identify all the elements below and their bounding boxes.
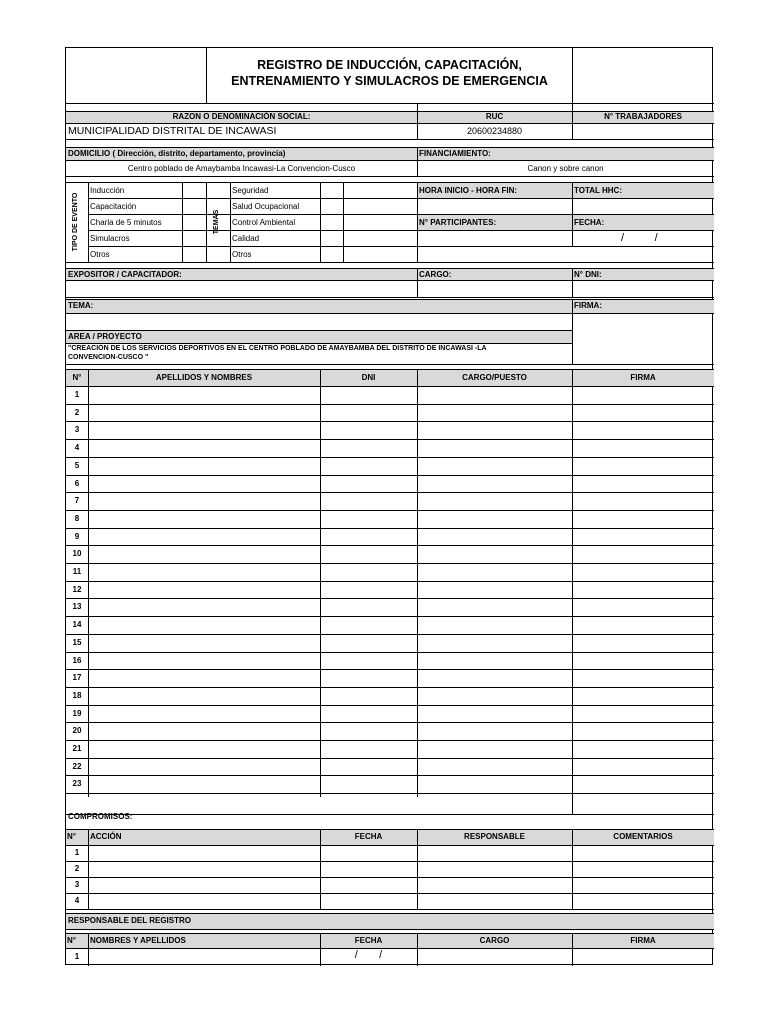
row-divider — [66, 634, 714, 635]
row-divider — [66, 457, 714, 458]
participant-row-number: 9 — [74, 531, 80, 541]
responsable-col-nombres: NOMBRES Y APELLIDOS — [90, 936, 186, 945]
participant-row-number: 8 — [74, 513, 80, 523]
row-divider — [66, 492, 714, 493]
participant-row-number: 22 — [72, 761, 82, 771]
area-value-line2: CONVENCION-CUSCO " — [68, 354, 149, 361]
participants-col-cargo: CARGO/PUESTO — [462, 373, 527, 382]
participant-row-number: 23 — [72, 779, 82, 789]
responsable-fecha-value: / / — [354, 949, 383, 961]
hora-label: HORA INICIO - HORA FIN: — [419, 186, 518, 195]
compromisos-col-no: N° — [67, 832, 76, 841]
fecha-label: FECHA: — [574, 218, 605, 227]
participant-row-number: 15 — [72, 637, 82, 647]
tipo-item: Otros — [90, 250, 110, 259]
ruc-value: 20600234880 — [466, 126, 523, 136]
trabajadores-label: N° TRABAJADORES — [604, 112, 682, 121]
registro-form — [65, 47, 713, 965]
dni-label: N° DNI: — [574, 270, 602, 279]
participants-col-nombres: APELLIDOS Y NOMBRES — [155, 373, 253, 382]
row-divider — [66, 877, 714, 878]
participants-col-no: N° — [72, 373, 82, 382]
participant-row-number: 10 — [72, 549, 82, 559]
area-label: AREA / PROYECTO — [68, 332, 142, 341]
razon-label: RAZON O DENOMINACIÓN SOCIAL: — [172, 112, 311, 121]
total-hhc-label: TOTAL HHC: — [574, 186, 622, 195]
row-divider — [66, 652, 714, 653]
participant-row-number: 19 — [72, 708, 82, 718]
compromiso-row-number: 1 — [74, 848, 80, 857]
compromisos-label: COMPROMISOS: — [68, 812, 133, 821]
firma-label: FIRMA: — [574, 301, 602, 310]
participant-row-number: 2 — [74, 407, 80, 417]
participant-row-number: 6 — [74, 478, 80, 488]
participant-row-number: 16 — [72, 655, 82, 665]
responsable-row-number: 1 — [74, 952, 80, 961]
financiamiento-value: Canon y sobre canon — [527, 164, 604, 173]
participants-col-firma: FIRMA — [630, 373, 656, 382]
tipo-item: Inducción — [90, 186, 125, 195]
compromiso-row-number: 4 — [74, 896, 80, 905]
row-divider — [66, 421, 714, 422]
responsable-col-fecha: FECHA — [354, 936, 383, 945]
row-divider — [66, 404, 714, 405]
row-divider — [66, 475, 714, 476]
header-divider-right — [572, 48, 573, 103]
row-divider — [66, 775, 714, 776]
tema-item: Salud Ocupacional — [232, 202, 300, 211]
tema-label: TEMA: — [68, 301, 94, 310]
row-divider — [66, 722, 714, 723]
domicilio-value: Centro poblado de Amaybamba Incawasi-La Convencion-Cusco — [127, 164, 356, 173]
participant-row-number: 7 — [74, 496, 80, 506]
row-divider — [66, 510, 714, 511]
compromisos-col-fecha: FECHA — [354, 832, 383, 841]
compromisos-col-comentarios: COMENTARIOS — [613, 832, 673, 841]
row-divider — [66, 687, 714, 688]
row-divider — [66, 528, 714, 529]
tipo-item: Charla de 5 minutos — [90, 218, 162, 227]
tema-item: Calidad — [232, 234, 260, 243]
participant-row-number: 4 — [74, 443, 80, 453]
row-divider — [66, 705, 714, 706]
participant-row-number: 13 — [72, 602, 82, 612]
area-value-line1: "CREACION DE LOS SERVICIOS DEPORTIVOS EN EL CENTRO POBLADO DE AMAYBAMBA DEL DISTRITO DE INCAWASI -LA — [68, 345, 487, 352]
row-divider — [66, 616, 714, 617]
participant-row-number: 12 — [72, 584, 82, 594]
tema-item: Otros — [232, 250, 252, 259]
tipo-item: Capacitación — [90, 202, 137, 211]
row-divider — [66, 909, 714, 910]
form-title-line2: ENTRENAMIENTO Y SIMULACROS DE EMERGENCIA — [231, 74, 548, 88]
participant-row-number: 17 — [72, 673, 82, 683]
row-divider — [66, 669, 714, 670]
razon-value: MUNICIPALIDAD DISTRITAL DE INCAWASI — [68, 125, 277, 137]
temas-label: TEMAS — [213, 209, 220, 235]
row-divider — [66, 563, 714, 564]
cargo-label: CARGO: — [419, 270, 452, 279]
responsable-label: RESPONSABLE DEL REGISTRO — [68, 916, 191, 925]
row-divider — [66, 439, 714, 440]
compromisos-col-responsable: RESPONSABLE — [464, 832, 525, 841]
row-divider — [66, 598, 714, 599]
responsable-col-no: N° — [67, 936, 76, 945]
participant-row-number: 21 — [72, 744, 82, 753]
tema-item: Control Ambiental — [232, 218, 296, 227]
participant-row-number: 1 — [74, 390, 80, 399]
row-divider — [66, 893, 714, 894]
tema-item: Seguridad — [232, 186, 269, 195]
expositor-label: EXPOSITOR / CAPACITADOR: — [68, 270, 182, 279]
participant-row-number: 5 — [74, 460, 80, 470]
row-divider — [66, 758, 714, 759]
compromisos-col-accion: ACCIÓN — [90, 832, 122, 841]
compromiso-row-number: 3 — [74, 880, 80, 889]
participant-row-number: 18 — [72, 690, 82, 700]
row-divider — [66, 861, 714, 862]
row-divider — [66, 581, 714, 582]
ruc-label: RUC — [485, 112, 504, 121]
responsable-col-firma: FIRMA — [630, 936, 656, 945]
participant-row-number: 3 — [74, 425, 80, 435]
row-divider — [66, 740, 714, 741]
row-divider — [66, 793, 714, 794]
tipo-item: Simulacros — [90, 234, 130, 243]
participant-row-number: 14 — [72, 620, 82, 630]
participant-row-number: 20 — [72, 726, 82, 736]
participant-row-number: 11 — [72, 567, 82, 576]
form-title-line1: REGISTRO DE INDUCCIÓN, CAPACITACIÓN, — [257, 58, 522, 72]
row-divider — [66, 545, 714, 546]
compromiso-row-number: 2 — [74, 864, 80, 873]
area-band — [66, 330, 572, 343]
tema-band — [66, 299, 714, 313]
tipo-evento-label: TIPO DE EVENTO — [72, 192, 79, 252]
domicilio-label: DOMICILIO ( Dirección, distrito, departamento, provincia) — [68, 149, 286, 158]
financiamiento-label: FINANCIAMIENTO: — [419, 149, 491, 158]
participants-col-dni: DNI — [361, 373, 376, 382]
fecha-value: / / — [621, 232, 658, 244]
responsable-col-cargo: CARGO — [479, 936, 510, 945]
participantes-label: N° PARTICIPANTES: — [419, 218, 497, 227]
